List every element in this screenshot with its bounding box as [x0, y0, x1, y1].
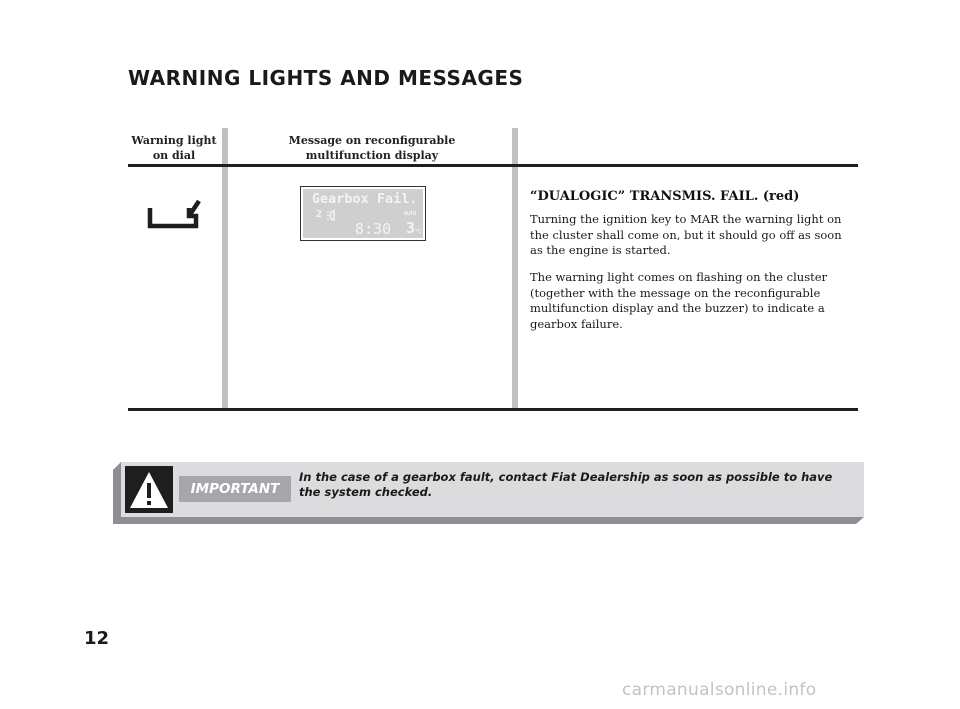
header-warning-light — [124, 133, 224, 163]
header-message-display — [232, 133, 512, 163]
notice-text: In the case of a gearbox fault, contact Fiat Dealership as soon as possible to have the system checked. — [299, 470, 833, 499]
warning-triangle-icon — [125, 466, 185, 513]
display-temperature: 3 — [406, 219, 416, 237]
header-message-display-line-2: multifunction display — [305, 149, 439, 162]
watermark: carmanualsonline.info — [622, 680, 817, 700]
header-warning-light-line-2: on dial — [152, 149, 196, 162]
header-warning-light-line-1: Warning light — [131, 134, 217, 147]
table-bottom-rule — [128, 408, 858, 411]
warning-description-2: The warning light comes on flashing on the cluster (together with the message on the reconfigurable multifunction display and the buzzer) to indicate a gearbox failure. — [530, 270, 828, 331]
display-temperature-unit: °C — [415, 229, 422, 235]
display-gear: 2 — [316, 209, 323, 220]
display-clock: 8:30 — [355, 220, 392, 238]
display-message: Gearbox Fail. — [312, 192, 418, 207]
important-label: IMPORTANT — [179, 476, 291, 502]
column-divider-2 — [512, 128, 518, 411]
gearbox-failure-warning-icon — [146, 199, 202, 233]
table-top-rule — [128, 164, 858, 167]
page-number: 12 — [84, 628, 110, 649]
header-message-display-line-1: Message on reconfigurable — [288, 134, 456, 147]
column-divider-1 — [222, 128, 228, 411]
page-title: WARNING LIGHTS AND MESSAGES — [128, 66, 524, 90]
display-screen — [303, 189, 423, 238]
headlight-alignment-icon — [326, 210, 340, 221]
important-notice — [113, 462, 864, 524]
display-mode: AUTO — [404, 211, 417, 217]
multifunction-display — [300, 186, 426, 241]
warning-title: “DUALOGIC” TRANSMIS. FAIL. (red) — [530, 189, 800, 204]
warning-description-1: Turning the ignition key to MAR the warning light on the cluster shall come on, but it should go off as soon as the engine is started. — [530, 212, 842, 257]
